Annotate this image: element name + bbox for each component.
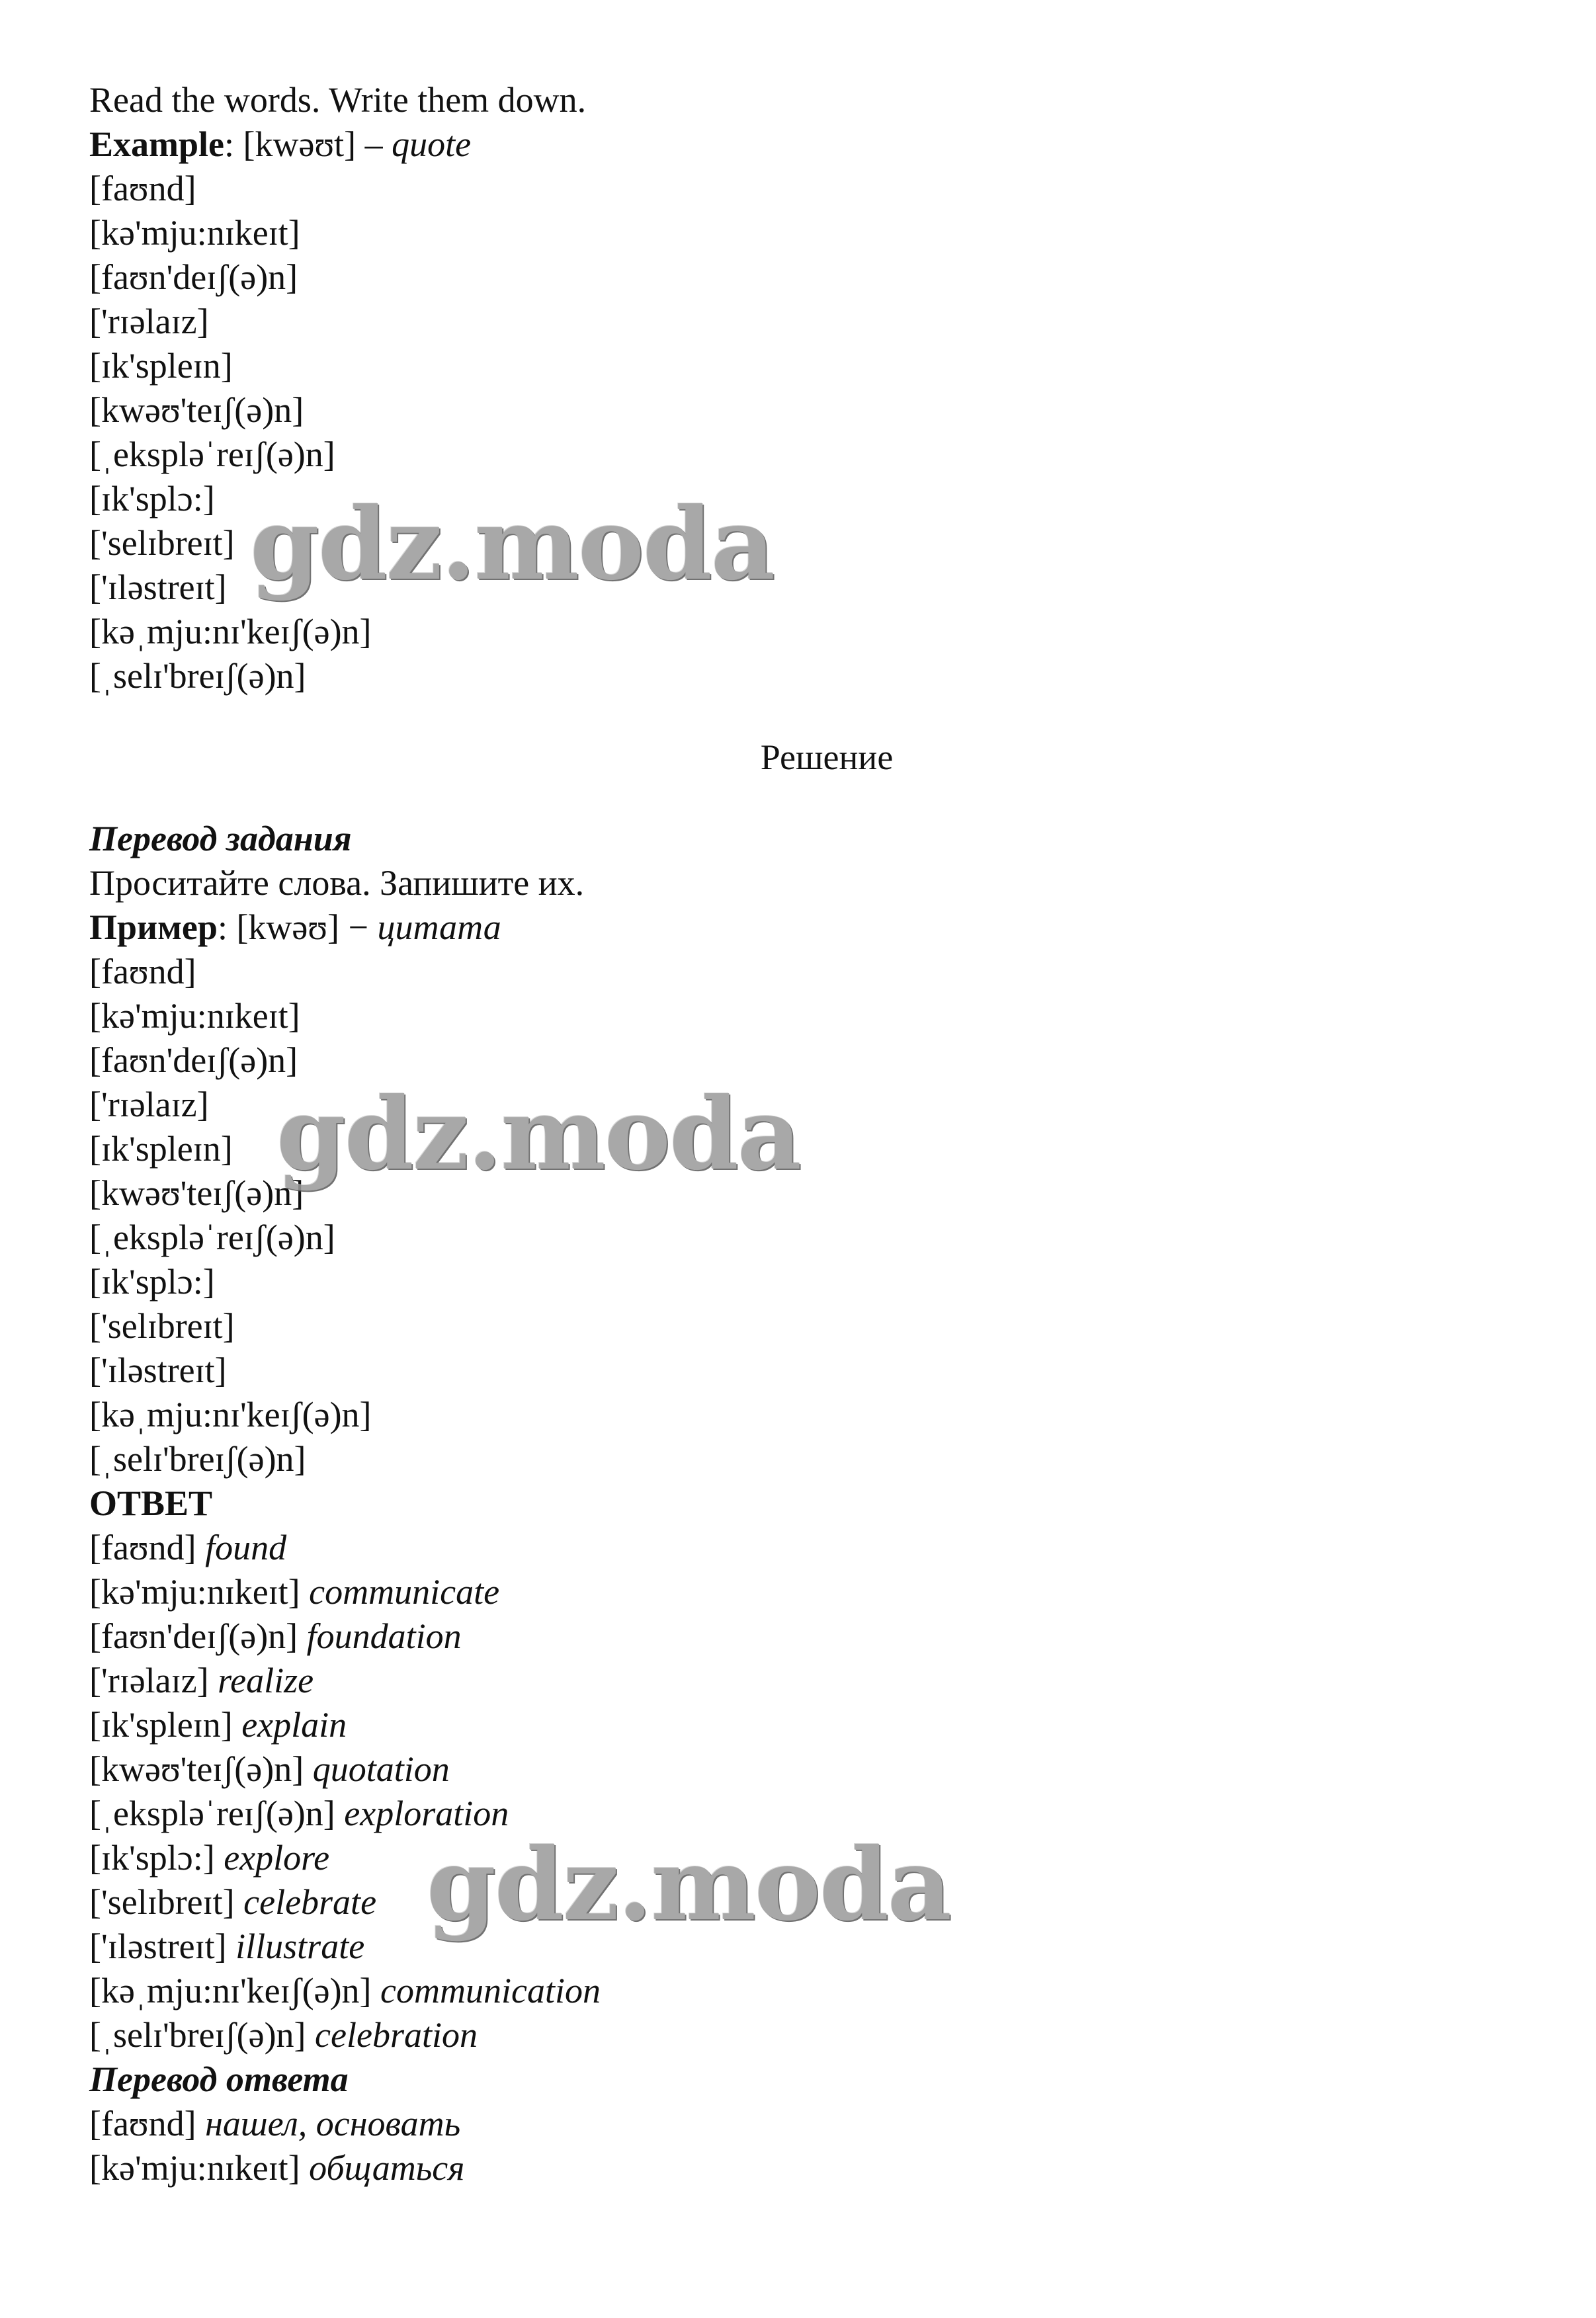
example-label: Example — [89, 124, 225, 164]
translation-word: [kwəʊ'teɪʃ(ə)n] — [89, 1173, 304, 1213]
translation-word: [faʊnd] — [89, 952, 196, 991]
solution-heading: Решение — [760, 737, 894, 777]
task-word: [kə'mju:nɪkeɪt] — [89, 213, 300, 253]
answer-word: explore — [224, 1838, 330, 1878]
translation-word: [kəˌmju:nɪ'keɪʃ(ə)n] — [89, 1395, 372, 1434]
answer-transcription: [kwəʊ'teɪʃ(ə)n] — [89, 1749, 304, 1789]
translation-example-label: Пример — [89, 907, 218, 947]
answer-item — [89, 1659, 1505, 1703]
translation-word: [ɪk'spleɪn] — [89, 1129, 233, 1169]
answer-translation-transcription: [faʊnd] — [89, 2104, 196, 2143]
translation-example — [89, 905, 1505, 950]
task-word: [faʊnd] — [89, 169, 196, 208]
answer-word: celebrate — [243, 1882, 377, 1922]
translation-word: [ˌekspləˈreɪʃ(ə)n] — [89, 1218, 335, 1257]
watermark-logo: gdz.moda — [427, 1827, 951, 1943]
answer-transcription: [ˌselɪ'breɪʃ(ə)n] — [89, 2015, 306, 2055]
answer-word: explain — [241, 1705, 347, 1745]
answer-word: realize — [218, 1661, 314, 1700]
translation-instruction: Проситайте слова. Запишите их. — [89, 863, 585, 903]
answer-word: foundation — [306, 1616, 462, 1656]
answer-word: illustrate — [235, 1926, 365, 1966]
example-separator: : — [224, 124, 243, 164]
translation-word: ['ɪləstreɪt] — [89, 1350, 227, 1390]
answer-translation-item — [89, 2146, 1505, 2190]
task-word: [kwəʊ'teɪʃ(ə)n] — [89, 390, 304, 430]
answer-transcription: [kəˌmju:nɪ'keɪʃ(ə)n] — [89, 1971, 372, 2010]
answer-transcription: [ɪk'splɔ:] — [89, 1838, 215, 1878]
answer-transcription: [ˌekspləˈreɪʃ(ə)n] — [89, 1794, 335, 1833]
answer-translation-heading: Перевод ответа — [89, 2059, 349, 2099]
answer-item — [89, 2013, 1505, 2057]
watermark-logo: gdz.moda — [276, 1076, 801, 1192]
answer-item — [89, 1747, 1505, 1792]
task-word: ['selɪbreɪt] — [89, 523, 235, 563]
translation-example-transcription: [kwəʊ] − — [236, 907, 378, 947]
translation-word: ['selɪbreɪt] — [89, 1306, 235, 1346]
example-transcription: [kwəʊt] – — [243, 124, 392, 164]
answer-transcription: [ɪk'spleɪn] — [89, 1705, 233, 1745]
translation-heading: Перевод задания — [89, 819, 352, 858]
answer-transcription: [faʊnd] — [89, 1528, 196, 1567]
answer-translation-item — [89, 2102, 1505, 2146]
translation-word: [kə'mju:nɪkeɪt] — [89, 996, 300, 1036]
answer-word: quotation — [312, 1749, 450, 1789]
answer-translation-word: общаться — [309, 2148, 465, 2188]
task-word: ['ɪləstreɪt] — [89, 567, 227, 607]
translation-word: [faʊn'deɪʃ(ə)n] — [89, 1040, 298, 1080]
watermark-logo: gdz.moda — [250, 486, 775, 602]
answer-translation-transcription: [kə'mju:nɪkeɪt] — [89, 2148, 300, 2188]
task-word: [ˌekspləˈreɪʃ(ə)n] — [89, 435, 335, 474]
answer-item — [89, 1614, 1505, 1659]
answer-word: celebration — [315, 2015, 478, 2055]
answer-heading: ОТВЕТ — [89, 1483, 213, 1523]
answer-item — [89, 1703, 1505, 1747]
answer-word: communicate — [309, 1572, 500, 1612]
translation-word: ['rɪəlaɪz] — [89, 1085, 209, 1124]
translation-example-word: цитата — [377, 907, 501, 947]
translation-word: [ˌselɪ'breɪʃ(ə)n] — [89, 1439, 306, 1479]
answer-word: communication — [380, 1971, 601, 2010]
task-word: [ɪk'splɔ:] — [89, 479, 215, 518]
task-example — [89, 122, 1505, 167]
translation-example-separator: : — [217, 907, 237, 947]
answer-word: exploration — [344, 1794, 509, 1833]
task-word: ['rɪəlaɪz] — [89, 302, 209, 341]
answer-item — [89, 1526, 1505, 1570]
task-word: [ɪk'spleɪn] — [89, 346, 233, 386]
answer-item — [89, 1570, 1505, 1614]
answer-transcription: ['ɪləstreɪt] — [89, 1926, 227, 1966]
answer-transcription: ['selɪbreɪt] — [89, 1882, 235, 1922]
example-word: quote — [392, 124, 472, 164]
answer-transcription: ['rɪəlaɪz] — [89, 1661, 209, 1700]
task-word: [ˌselɪ'breɪʃ(ə)n] — [89, 656, 306, 696]
answer-transcription: [kə'mju:nɪkeɪt] — [89, 1572, 300, 1612]
answer-translation-word: нашел, основать — [205, 2104, 461, 2143]
task-instruction: Read the words. Write them down. — [89, 80, 587, 120]
translation-word: [ɪk'splɔ:] — [89, 1262, 215, 1302]
task-word: [kəˌmju:nɪ'keɪʃ(ə)n] — [89, 612, 372, 651]
answer-transcription: [faʊn'deɪʃ(ə)n] — [89, 1616, 298, 1656]
task-word: [faʊn'deɪʃ(ə)n] — [89, 257, 298, 297]
answer-item — [89, 1969, 1505, 2013]
answer-word: found — [205, 1528, 287, 1567]
